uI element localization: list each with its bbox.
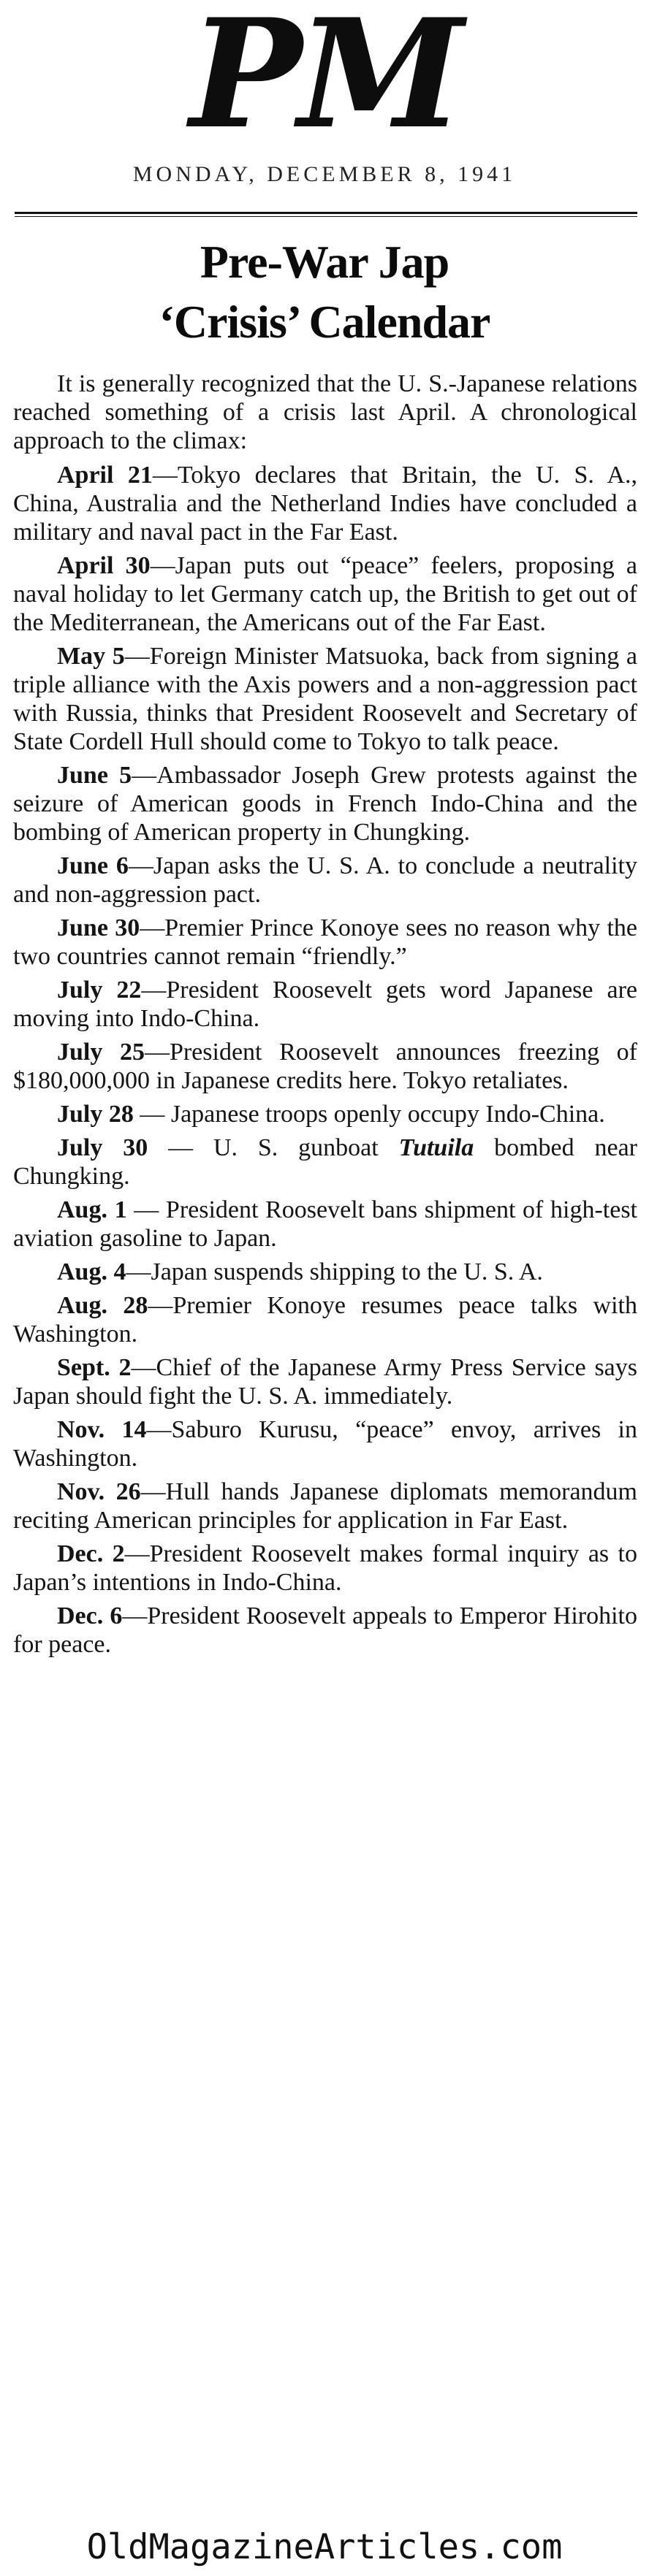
entry-ship-name: Tutuila	[398, 1134, 474, 1161]
entry-date: Nov. 26	[57, 1478, 141, 1505]
entry-date: Aug. 1	[57, 1196, 127, 1223]
entry-text: —President Roosevelt gets word Japanese are moving into Indo-China.	[13, 976, 638, 1032]
calendar-entry	[13, 1415, 637, 1472]
entry-text: —Ambassador Joseph Grew protests against the seizure of American goods in French Indo-China and the bombing of American property in Chungking.	[13, 762, 637, 846]
entry-text: —Premier Konoye resumes peace talks with Washington.	[13, 1292, 637, 1348]
calendar-entry	[13, 1134, 637, 1190]
entry-text-cont: bombed near Chungking.	[13, 1134, 638, 1190]
entry-text: —President Roosevelt announces freezing of $180,000,000 in Japanese credits here. Tokyo retaliates.	[13, 1039, 638, 1094]
entry-text: —Japan puts out “peace” feelers, proposing a naval holiday to let Germany catch up, the British to get out of the Mediterranean, the Americans out of the Far East.	[13, 552, 637, 636]
intro-paragraph: It is generally recognized that the U. S.-Japanese relations reached something of a crisis last April. A chronological approach to the climax:	[13, 370, 637, 454]
calendar-entry	[13, 1478, 637, 1534]
entry-text: — Japanese troops openly occupy Indo-China.	[133, 1101, 605, 1128]
entry-date: July 28	[57, 1101, 134, 1128]
headline	[0, 232, 649, 352]
entry-date: July 25	[57, 1039, 145, 1066]
entry-text: —Chief of the Japanese Army Press Service says Japan should fight the U. S. A. immediately.	[13, 1354, 637, 1410]
calendar-entry	[13, 1100, 637, 1128]
entry-date: Aug. 4	[57, 1258, 126, 1285]
masthead-rule-thin	[15, 216, 637, 217]
masthead-rule	[15, 212, 637, 214]
article-body	[13, 370, 637, 1664]
dateline: MONDAY, DECEMBER 8, 1941	[132, 162, 517, 186]
entry-text: —President Roosevelt makes formal inquiry as to Japan’s intentions in Indo-China.	[13, 1540, 637, 1596]
entry-text: —President Roosevelt appeals to Emperor Hirohito for peace.	[13, 1602, 637, 1658]
entry-date: June 5	[57, 762, 132, 789]
entry-text: —Japan suspends shipping to the U. S. A.	[126, 1258, 543, 1285]
entry-date: June 30	[57, 914, 140, 941]
entry-date: Dec. 2	[57, 1540, 125, 1567]
calendar-entry	[13, 1291, 637, 1348]
entry-date: July 22	[57, 976, 142, 1004]
watermark: OldMagazineArticles.com	[86, 2527, 563, 2567]
entry-date: Aug. 28	[57, 1292, 148, 1319]
entry-text: —Tokyo declares that Britain, the U. S. A., China, Australia and the Netherland Indies have concluded a military and naval pact in the Far East.	[13, 462, 637, 546]
entry-date: July 30	[57, 1134, 148, 1161]
entry-date: Dec. 6	[57, 1602, 123, 1629]
calendar-entry	[13, 1258, 637, 1286]
masthead-logo-text: PM	[189, 0, 460, 162]
entry-date: Nov. 14	[57, 1416, 147, 1443]
calendar-entry	[13, 914, 637, 971]
calendar-entry	[13, 551, 637, 637]
calendar-entry	[13, 1602, 637, 1659]
entry-date: May 5	[57, 643, 125, 670]
entry-text: —Saburo Kurusu, “peace” envoy, arrives in Washington.	[13, 1416, 637, 1472]
entry-date: April 30	[57, 552, 151, 579]
calendar-entry	[13, 642, 637, 756]
entry-text: —Premier Prince Konoye sees no reason why the two countries cannot remain “friendly.”	[13, 914, 637, 970]
entry-text: —Foreign Minister Matsuoka, back from signing a triple alliance with the Axis powers and a non-aggression pact with Russia, thinks that President Roosevelt and Secretary of State Cordell Hull should come to Tokyo to talk peace.	[13, 643, 638, 755]
calendar-entry	[13, 1353, 637, 1410]
entry-date: April 21	[57, 462, 153, 489]
entry-text: —Japan asks the U. S. A. to conclude a neutrality and non-aggression pact.	[13, 852, 637, 908]
headline-line-2: ‘Crisis’ Calendar	[159, 296, 490, 348]
calendar-entry	[13, 1196, 637, 1253]
calendar-entry	[13, 976, 637, 1033]
entry-text: — U. S. gunboat	[148, 1134, 399, 1161]
calendar-entry	[13, 1038, 637, 1095]
calendar-entry	[13, 1540, 637, 1597]
calendar-entry	[13, 852, 637, 909]
calendar-entry	[13, 461, 637, 546]
entry-text: — President Roosevelt bans shipment of high-test aviation gasoline to Japan.	[13, 1196, 638, 1252]
entry-text: —Hull hands Japanese diplomats memorandum reciting American principles for application in Far East.	[13, 1478, 637, 1534]
masthead-logo	[0, 0, 649, 162]
entry-date: June 6	[57, 852, 129, 879]
headline-line-1: Pre-War Jap	[200, 236, 449, 288]
entry-date: Sept. 2	[57, 1354, 132, 1381]
calendar-entry	[13, 761, 637, 846]
